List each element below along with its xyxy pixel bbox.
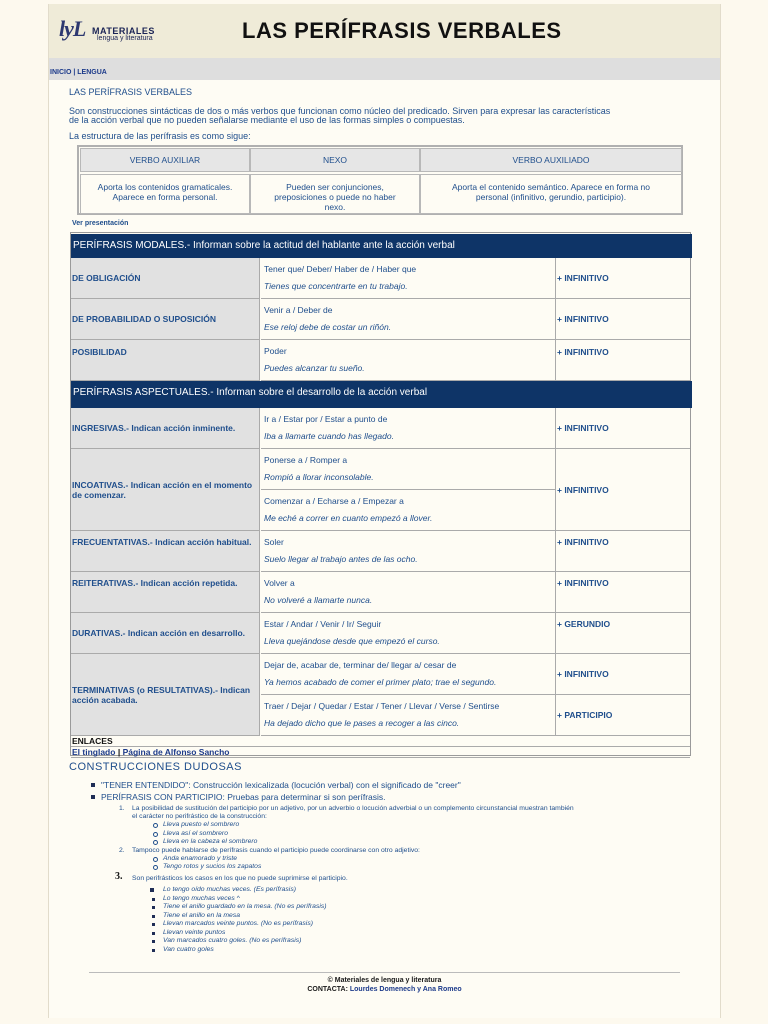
row-example: Tienes que concentrarte en tu trabajo. — [264, 281, 408, 291]
dudosas-item-tener-entendido: "TENER ENTENDIDO": Construcción lexicalizada (locución verbal) con el significado de "creer" — [101, 780, 461, 790]
row-example: Ha dejado dicho que le pases a recoger a las cinco. — [264, 718, 460, 728]
nav-bar — [49, 58, 720, 80]
square-bullet-icon — [152, 940, 155, 943]
table-row — [71, 613, 690, 654]
list-number-1: 1. — [119, 805, 125, 812]
circle-bullet-icon — [153, 857, 158, 862]
row-verbs-cell — [261, 449, 556, 490]
row-form: + INFINITIVO — [556, 449, 690, 531]
row-example: Ya hemos acabado de comer el primer plato; trae el segundo. — [264, 677, 497, 687]
row-verbs: Ir a / Estar por / Estar a punto de — [264, 414, 388, 424]
square-bullet-icon — [152, 915, 155, 918]
row-label: DE OBLIGACIÓN — [71, 258, 260, 299]
row-verbs-cell — [261, 340, 556, 381]
row-verbs: Traer / Dejar / Quedar / Estar / Tener / Llevar / Verse / Sentirse — [264, 701, 500, 711]
row-verbs-cell — [261, 258, 556, 299]
example-item: Van cuatro goles — [163, 946, 214, 953]
table-row — [71, 299, 690, 340]
square-bullet-icon — [152, 932, 155, 935]
structure-cell-auxiliado-line: Aporta el contenido semántico. Aparece en forma no — [452, 182, 650, 192]
example-item: Lo tengo oído muchas veces. (Es perífrasis) — [163, 886, 296, 893]
enlaces-label: ENLACES — [71, 736, 690, 747]
row-form: + INFINITIVO — [556, 572, 690, 613]
row-verbs: Tener que/ Deber/ Haber de / Haber que — [264, 264, 417, 274]
row-verbs: Venir a / Deber de — [264, 305, 333, 315]
row-verbs-cell — [261, 613, 556, 654]
structure-cell-nexo-line: preposiciones o puede no haber — [274, 192, 396, 202]
footer-contact-link[interactable]: Lourdes Domenech y Ana Romeo — [349, 986, 462, 993]
row-verbs: Poder — [264, 346, 287, 356]
structure-cell-auxiliado-line: personal (infinitivo, gerundio, participio). — [475, 192, 627, 202]
square-bullet-icon — [150, 888, 154, 892]
row-verbs-cell — [261, 299, 556, 340]
row-example: Iba a llamarte cuando has llegado. — [264, 431, 394, 441]
row-verbs-cell — [261, 572, 556, 613]
list-number-3: 3. — [115, 871, 123, 882]
row-form: + INFINITIVO — [556, 654, 690, 695]
row-verbs-cell — [261, 695, 556, 736]
breadcrumb — [50, 69, 107, 76]
example-item: Lleva puesto el sombrero — [163, 821, 240, 828]
structure-cell-nexo — [250, 174, 420, 214]
footer-contact — [49, 986, 720, 993]
bullet-icon — [91, 795, 95, 799]
aspectuales-header: PERÍFRASIS ASPECTUALES.- Informan sobre el desarrollo de la acción verbal — [71, 381, 692, 408]
row-example: Me eché a correr en cuanto empezó a llover. — [264, 513, 433, 523]
intro-structure-text: La estructura de las perífrasis es como sigue: — [69, 131, 251, 141]
logo-line1: MATERIALES — [92, 26, 155, 36]
circle-bullet-icon — [153, 865, 158, 870]
structure-header-auxiliado: VERBO AUXILIADO — [420, 148, 682, 172]
square-bullet-icon — [152, 949, 155, 952]
table-row — [71, 340, 690, 381]
structure-cell-nexo-line: nexo. — [324, 202, 346, 212]
dudosas-heading: CONSTRUCCIONES DUDOSAS — [69, 761, 242, 773]
row-label: DE PROBABILIDAD O SUPOSICIÓN — [71, 299, 260, 340]
footer-divider — [89, 972, 680, 973]
logo-mark: lyL — [59, 16, 86, 41]
row-form: + INFINITIVO — [556, 408, 690, 449]
nav-home-link[interactable]: INICIO — [50, 69, 72, 76]
structure-cell-auxiliar-line: Aparece en forma personal. — [112, 192, 218, 202]
links-separator: | — [117, 747, 121, 757]
test-3-text: Son perifrásticos los casos en los que no puede suprimirse el participio. — [132, 875, 348, 882]
row-form: + INFINITIVO — [556, 531, 690, 572]
logo-line2: lengua y literatura — [97, 35, 153, 42]
test-1-line1: La posibilidad de sustitución del participio por un adjetivo, por un adverbio o locución adverbial o un complemento circunstancial muestran también — [132, 805, 574, 812]
nav-separator: | — [73, 69, 76, 76]
row-verbs-cell — [261, 490, 556, 531]
row-form: + GERUNDIO — [556, 613, 690, 654]
example-item: Anda enamorado y triste — [163, 855, 238, 862]
link-el-tinglado[interactable]: El tinglado — [72, 747, 116, 757]
table-row — [71, 654, 690, 736]
row-label: TERMINATIVAS (o RESULTATIVAS).- Indican acción acabada. — [71, 654, 260, 736]
row-verbs: Ponerse a / Romper a — [264, 455, 348, 465]
bullet-icon — [91, 783, 95, 787]
circle-bullet-icon — [153, 823, 158, 828]
square-bullet-icon — [152, 923, 155, 926]
row-verbs: Soler — [264, 537, 284, 547]
square-bullet-icon — [152, 898, 155, 901]
row-label: REITERATIVAS.- Indican acción repetida. — [71, 572, 260, 613]
square-bullet-icon — [152, 906, 155, 909]
structure-table — [77, 145, 683, 215]
page-title: LAS PERÍFRASIS VERBALES — [242, 18, 562, 43]
row-label: INGRESIVAS.- Indican acción inminente. — [71, 408, 260, 449]
structure-header-nexo: NEXO — [250, 148, 420, 172]
row-example: Lleva quejándose desde que empezó el curso. — [264, 636, 440, 646]
enlaces-links — [71, 747, 690, 758]
row-verbs-cell — [261, 408, 556, 449]
structure-cell-auxiliar — [80, 174, 250, 214]
example-item: Llevan veinte puntos — [163, 929, 226, 936]
example-item: Tengo rotos y sucios los zapatos — [163, 863, 262, 870]
ver-presentacion-link[interactable]: Ver presentación — [72, 220, 129, 227]
row-verbs: Volver a — [264, 578, 295, 588]
circle-bullet-icon — [153, 832, 158, 837]
row-label: FRECUENTATIVAS.- Indican acción habitual. — [71, 531, 260, 572]
row-label: DURATIVAS.- Indican acción en desarrollo. — [71, 613, 260, 654]
example-item: Lo tengo muchas veces ^ — [163, 895, 240, 902]
row-example: Rompió a llorar inconsolable. — [264, 472, 374, 482]
footer-contact-label: CONTACTA: — [307, 986, 348, 993]
header — [49, 4, 720, 58]
list-number-2: 2. — [119, 847, 125, 854]
example-item: Van marcados cuatro goles. (No es perífrasis) — [163, 937, 302, 944]
structure-cell-auxiliar-line: Aporta los contenidos gramaticales. — [97, 182, 233, 192]
table-row — [71, 408, 690, 449]
dudosas-item-participio: PERÍFRASIS CON PARTICIPIO: Pruebas para determinar si son perífrasis. — [101, 792, 386, 802]
row-label: INCOATIVAS.- Indican acción en el momento de comenzar. — [71, 449, 260, 531]
intro-heading: LAS PERÍFRASIS VERBALES — [69, 87, 193, 97]
example-item: Lleva así el sombrero — [163, 830, 228, 837]
example-item: Llevan marcados veinte puntos. (No es perífrasis) — [163, 920, 313, 927]
table-row — [71, 258, 690, 299]
row-example: Suelo llegar al trabajo antes de las ocho. — [264, 554, 418, 564]
test-1-line2: el carácter no perifrástico de la construcción: — [132, 813, 267, 820]
table-row — [71, 572, 690, 613]
footer-copyright: © Materiales de lengua y literatura — [327, 977, 442, 984]
modales-header: PERÍFRASIS MODALES.- Informan sobre la actitud del hablante ante la acción verbal — [71, 234, 692, 258]
intro-paragraph-line1: Son construcciones sintácticas de dos o más verbos que funcionan como núcleo del predicado. Sirven para expresar las características — [69, 106, 611, 116]
row-verbs-cell — [261, 654, 556, 695]
page — [48, 4, 721, 1018]
structure-cell-auxiliado — [420, 174, 682, 214]
row-example: Puedes alcanzar tu sueño. — [264, 363, 365, 373]
example-item: Tiene el anillo guardado en la mesa. (No es perífrasis) — [163, 903, 327, 910]
example-item: Tiene el anillo en la mesa — [163, 912, 241, 919]
table-row — [71, 449, 690, 531]
structure-header-auxiliar: VERBO AUXILIAR — [80, 148, 250, 172]
link-alfonso-sancho[interactable]: Página de Alfonso Sancho — [122, 747, 230, 757]
circle-bullet-icon — [153, 840, 158, 845]
row-verbs: Comenzar a / Echarse a / Empezar a — [264, 496, 404, 506]
row-form: + INFINITIVO — [556, 258, 690, 299]
row-form: + INFINITIVO — [556, 299, 690, 340]
periphrasis-table — [70, 232, 691, 756]
structure-cell-nexo-line: Pueden ser conjunciones, — [286, 182, 384, 192]
nav-lengua-link[interactable]: LENGUA — [77, 69, 107, 76]
row-verbs-cell — [261, 531, 556, 572]
row-example: No volveré a llamarte nunca. — [264, 595, 373, 605]
test-2-text: Tampoco puede hablarse de perífrasis cuando el participio puede coordinarse con otro adjetivo: — [132, 847, 420, 854]
row-verbs: Dejar de, acabar de, terminar de/ llegar a/ cesar de — [264, 660, 457, 670]
site-logo[interactable] — [59, 18, 169, 48]
example-item: Lleva en la cabeza el sombrero — [163, 838, 258, 845]
intro-paragraph-line2: de la acción verbal que no pueden señalarse mediante el uso de las formas simples o compuestas. — [69, 115, 465, 125]
table-row — [71, 531, 690, 572]
row-label: POSIBILIDAD — [71, 340, 260, 381]
row-form: + PARTICIPIO — [556, 695, 690, 736]
row-verbs: Estar / Andar / Venir / Ir/ Seguir — [264, 619, 382, 629]
row-form: + INFINITIVO — [556, 340, 690, 381]
row-example: Ese reloj debe de costar un riñón. — [264, 322, 392, 332]
